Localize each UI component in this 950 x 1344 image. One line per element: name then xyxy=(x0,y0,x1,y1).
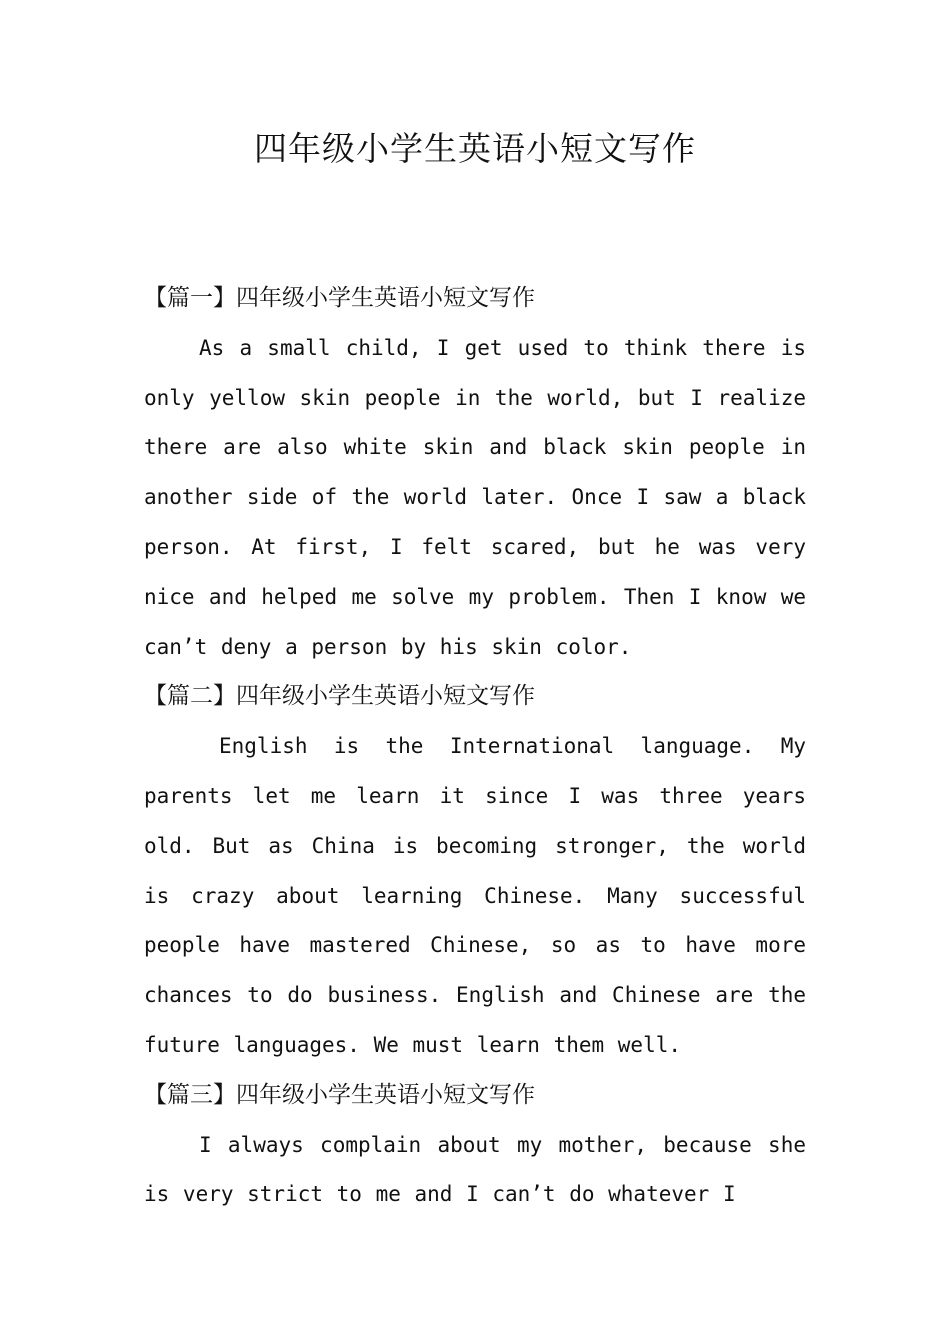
section-3 xyxy=(144,1071,806,1220)
section-paragraph: I always complain about my mother, because she is very strict to me and I can’t do whatever I xyxy=(144,1132,806,1207)
section-paragraph: As a small child, I get used to think there is only yellow skin people in the world, but I realize there are also white skin and black skin people in another side of the world later. Once I saw a black person. At first, I felt scared, but he was very nice and helped me solve my problem. Then I know we can’t deny a person by his skin color. xyxy=(144,335,806,659)
document-title: 四年级小学生英语小短文写作 xyxy=(254,129,696,168)
section-1 xyxy=(144,274,806,672)
section-2 xyxy=(144,672,806,1070)
section-heading: 【篇一】四年级小学生英语小短文写作 xyxy=(144,285,535,311)
section-heading: 【篇三】四年级小学生英语小短文写作 xyxy=(144,1081,535,1108)
document-body xyxy=(144,274,806,1220)
section-paragraph: English is the International language. My parents let me learn it since I was three years old. But as China is becoming stronger, the world is crazy about learning Chinese. Many successful people have mastered Chinese, so as to have more chances to do business. English and Chinese are the future languages. We must learn them well. xyxy=(144,734,806,1057)
section-heading: 【篇二】四年级小学生英语小短文写作 xyxy=(144,683,535,710)
